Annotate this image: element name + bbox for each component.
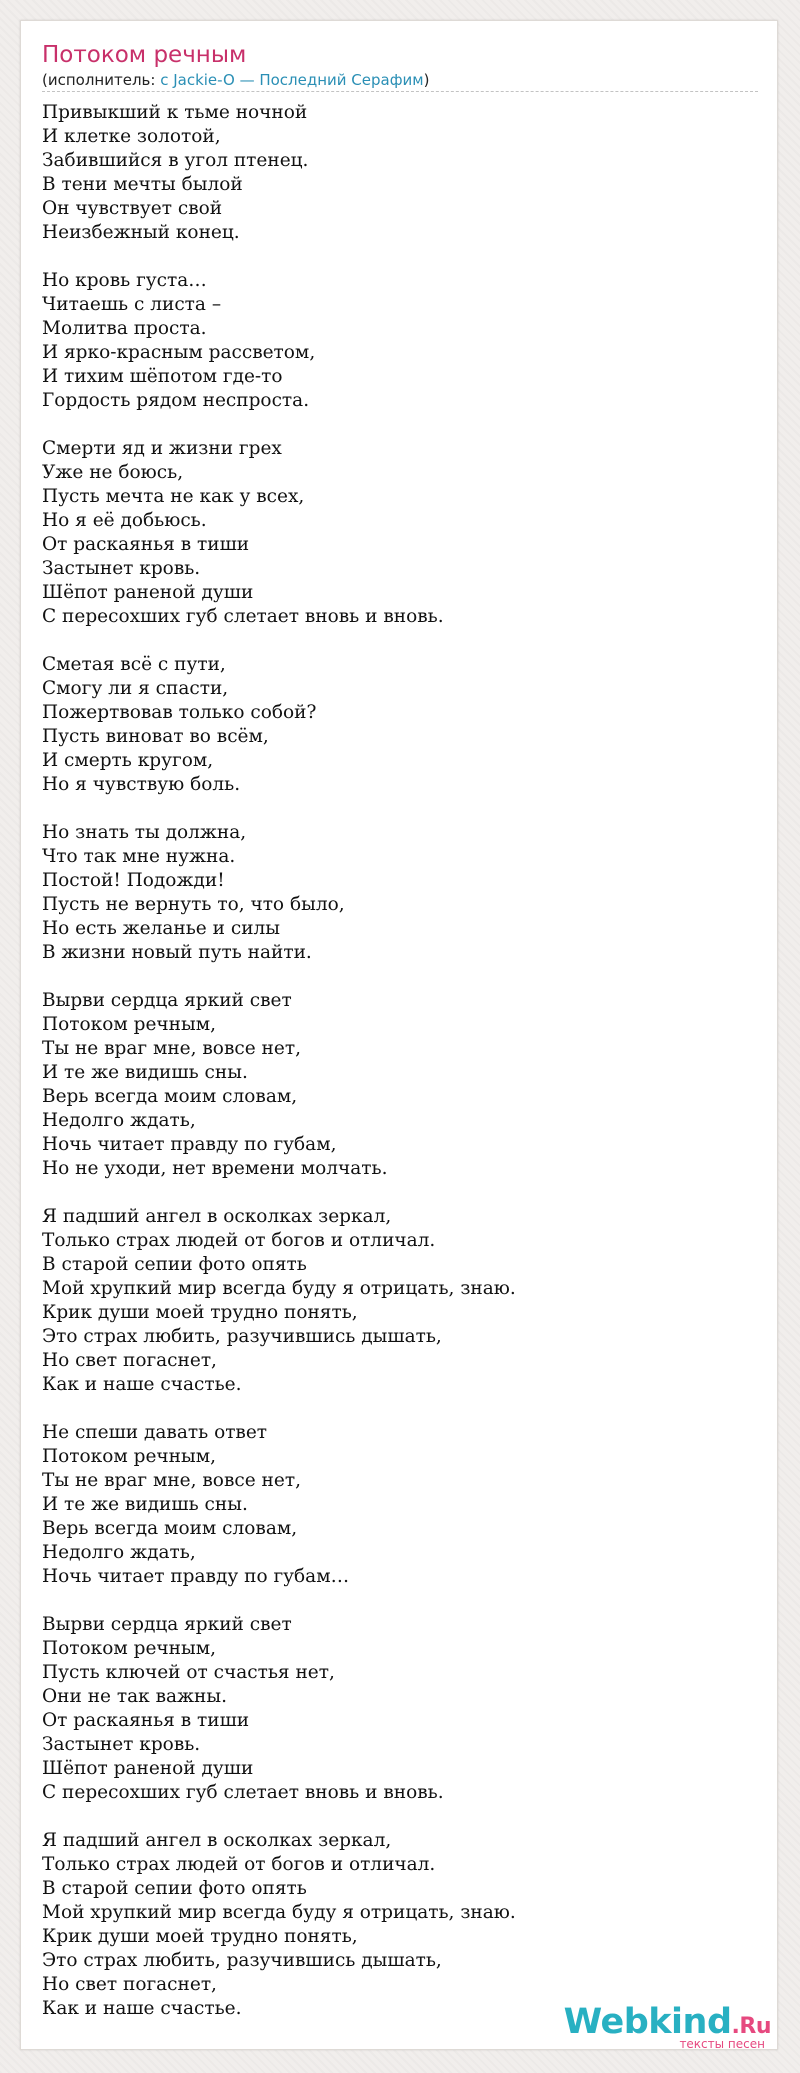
lyrics-line: Застынет кровь. bbox=[42, 1734, 201, 1755]
lyrics-line: С пересохших губ слетает вновь и вновь. bbox=[42, 1782, 444, 1803]
lyrics-line: Пусть ключей от счастья нет, bbox=[42, 1662, 335, 1683]
lyrics-line: Вырви сердца яркий свет bbox=[42, 990, 292, 1011]
lyrics-line: Но знать ты должна, bbox=[42, 822, 247, 843]
lyrics-line: Постой! Подожди! bbox=[42, 870, 225, 891]
lyrics-line: В тени мечты былой bbox=[42, 174, 243, 195]
lyrics-line: И смерть кругом, bbox=[42, 750, 214, 771]
lyrics-stanza bbox=[42, 1421, 758, 1589]
lyrics-line: Но не уходи, нет времени молчать. bbox=[42, 1158, 388, 1179]
lyrics-line: Но я чувствую боль. bbox=[42, 774, 241, 795]
lyrics-line: Потоком речным, bbox=[42, 1014, 216, 1035]
lyrics-line: Мой хрупкий мир всегда буду я отрицать, знаю. bbox=[42, 1278, 516, 1299]
lyrics-line: Только страх людей от богов и отличал. bbox=[42, 1230, 436, 1251]
lyrics-line: Пусть не вернуть то, что было, bbox=[42, 894, 345, 915]
lyrics-line: И те же видишь сны. bbox=[42, 1062, 248, 1083]
artist-line bbox=[42, 69, 758, 92]
lyrics-stanza bbox=[42, 437, 758, 629]
lyrics-line: И тихим шёпотом где-то bbox=[42, 366, 283, 387]
lyrics-line: Но свет погаснет, bbox=[42, 1350, 217, 1371]
lyrics-line: Это страх любить, разучившись дышать, bbox=[42, 1950, 442, 1971]
lyrics-line: Ночь читает правду по губам, bbox=[42, 1134, 337, 1155]
lyrics-line: Ты не враг мне, вовсе нет, bbox=[42, 1470, 301, 1491]
lyrics-line: Недолго ждать, bbox=[42, 1110, 196, 1131]
lyrics-line: Шёпот раненой души bbox=[42, 582, 254, 603]
lyrics-line: Как и наше счастье. bbox=[42, 1374, 242, 1395]
logo-word: Webkind bbox=[563, 2002, 732, 2042]
lyrics-stanza bbox=[42, 653, 758, 797]
lyrics-line: Но кровь густа… bbox=[42, 270, 207, 291]
logo-tagline: тексты песен bbox=[679, 2037, 765, 2051]
lyrics-line: Забившийся в угол птенец. bbox=[42, 150, 309, 171]
lyrics-line: Пусть мечта не как у всех, bbox=[42, 486, 305, 507]
lyrics-line: Мой хрупкий мир всегда буду я отрицать, знаю. bbox=[42, 1902, 516, 1923]
lyrics-line: Неизбежный конец. bbox=[42, 222, 240, 243]
lyrics-line: Читаешь с листа – bbox=[42, 294, 222, 315]
lyrics-line: Как и наше счастье. bbox=[42, 1998, 242, 2019]
lyrics-line: Потоком речным, bbox=[42, 1638, 216, 1659]
lyrics-line: Смерти яд и жизни грех bbox=[42, 438, 282, 459]
lyrics-line: Что так мне нужна. bbox=[42, 846, 236, 867]
lyrics-line: Застынет кровь. bbox=[42, 558, 201, 579]
lyrics-line: Но я её добьюсь. bbox=[42, 510, 207, 531]
lyrics-line: Только страх людей от богов и отличал. bbox=[42, 1854, 436, 1875]
lyrics-stanza bbox=[42, 269, 758, 413]
lyrics-line: Потоком речным, bbox=[42, 1446, 216, 1467]
lyrics-line: Но свет погаснет, bbox=[42, 1974, 217, 1995]
lyrics-line: Крик души моей трудно понять, bbox=[42, 1926, 358, 1947]
lyrics-line: Гордость рядом неспроста. bbox=[42, 390, 310, 411]
lyrics-line: Не спеши давать ответ bbox=[42, 1422, 268, 1443]
lyrics-stanza bbox=[42, 101, 758, 245]
lyrics-line: И ярко-красным рассветом, bbox=[42, 342, 316, 363]
song-title: Потоком речным bbox=[42, 42, 247, 68]
lyrics-line: Шёпот раненой души bbox=[42, 1758, 254, 1779]
lyrics-line: Они не так важны. bbox=[42, 1686, 227, 1707]
lyrics-line: Пожертвовав только собой? bbox=[42, 702, 317, 723]
lyrics-stanza bbox=[42, 1829, 758, 2021]
lyrics-line: Ты не враг мне, вовсе нет, bbox=[42, 1038, 301, 1059]
lyrics-line: Но есть желанье и силы bbox=[42, 918, 281, 939]
artist-link[interactable]: c Jackie-O — Последний Серафим bbox=[160, 71, 424, 89]
lyrics-line: И те же видишь сны. bbox=[42, 1494, 248, 1515]
lyrics-line: Молитва проста. bbox=[42, 318, 207, 339]
lyrics-line: С пересохших губ слетает вновь и вновь. bbox=[42, 606, 444, 627]
lyrics-line: От раскаянья в тиши bbox=[42, 534, 250, 555]
lyrics-line: Недолго ждать, bbox=[42, 1542, 196, 1563]
lyrics-line: В жизни новый путь найти. bbox=[42, 942, 312, 963]
lyrics-stanza bbox=[42, 1205, 758, 1397]
lyrics-line: Я падший ангел в осколках зеркал, bbox=[42, 1830, 392, 1851]
lyrics-line: В старой сепии фото опять bbox=[42, 1878, 307, 1899]
lyrics-line: От раскаянья в тиши bbox=[42, 1710, 250, 1731]
lyrics-line: Ночь читает правду по губам… bbox=[42, 1566, 350, 1587]
lyrics-line: Пусть виноват во всём, bbox=[42, 726, 269, 747]
lyrics-stanza bbox=[42, 989, 758, 1181]
lyrics-line: Верь всегда моим словам, bbox=[42, 1086, 298, 1107]
lyrics-stanza bbox=[42, 1613, 758, 1805]
logo-tld: .Ru bbox=[731, 2014, 771, 2039]
lyrics-line: Крик души моей трудно понять, bbox=[42, 1302, 358, 1323]
lyrics-line: Смогу ли я спасти, bbox=[42, 678, 229, 699]
lyrics-line: Вырви сердца яркий свет bbox=[42, 1614, 292, 1635]
lyrics-line: Я падший ангел в осколках зеркал, bbox=[42, 1206, 392, 1227]
lyrics-line: Верь всегда моим словам, bbox=[42, 1518, 298, 1539]
lyrics-text bbox=[42, 101, 758, 2045]
lyrics-line: Это страх любить, разучившись дышать, bbox=[42, 1326, 442, 1347]
lyrics-line: В старой сепии фото опять bbox=[42, 1254, 307, 1275]
artist-suffix: ) bbox=[423, 71, 430, 89]
lyrics-line: Он чувствует свой bbox=[42, 198, 223, 219]
lyrics-line: Сметая всё с пути, bbox=[42, 654, 226, 675]
artist-prefix: (исполнитель: bbox=[42, 71, 161, 89]
lyrics-line: Уже не боюсь, bbox=[42, 462, 184, 483]
lyrics-line: И клетке золотой, bbox=[42, 126, 221, 147]
lyrics-stanza bbox=[42, 821, 758, 965]
lyrics-line: Привыкший к тьме ночной bbox=[42, 102, 308, 123]
site-logo[interactable] bbox=[563, 2002, 771, 2051]
